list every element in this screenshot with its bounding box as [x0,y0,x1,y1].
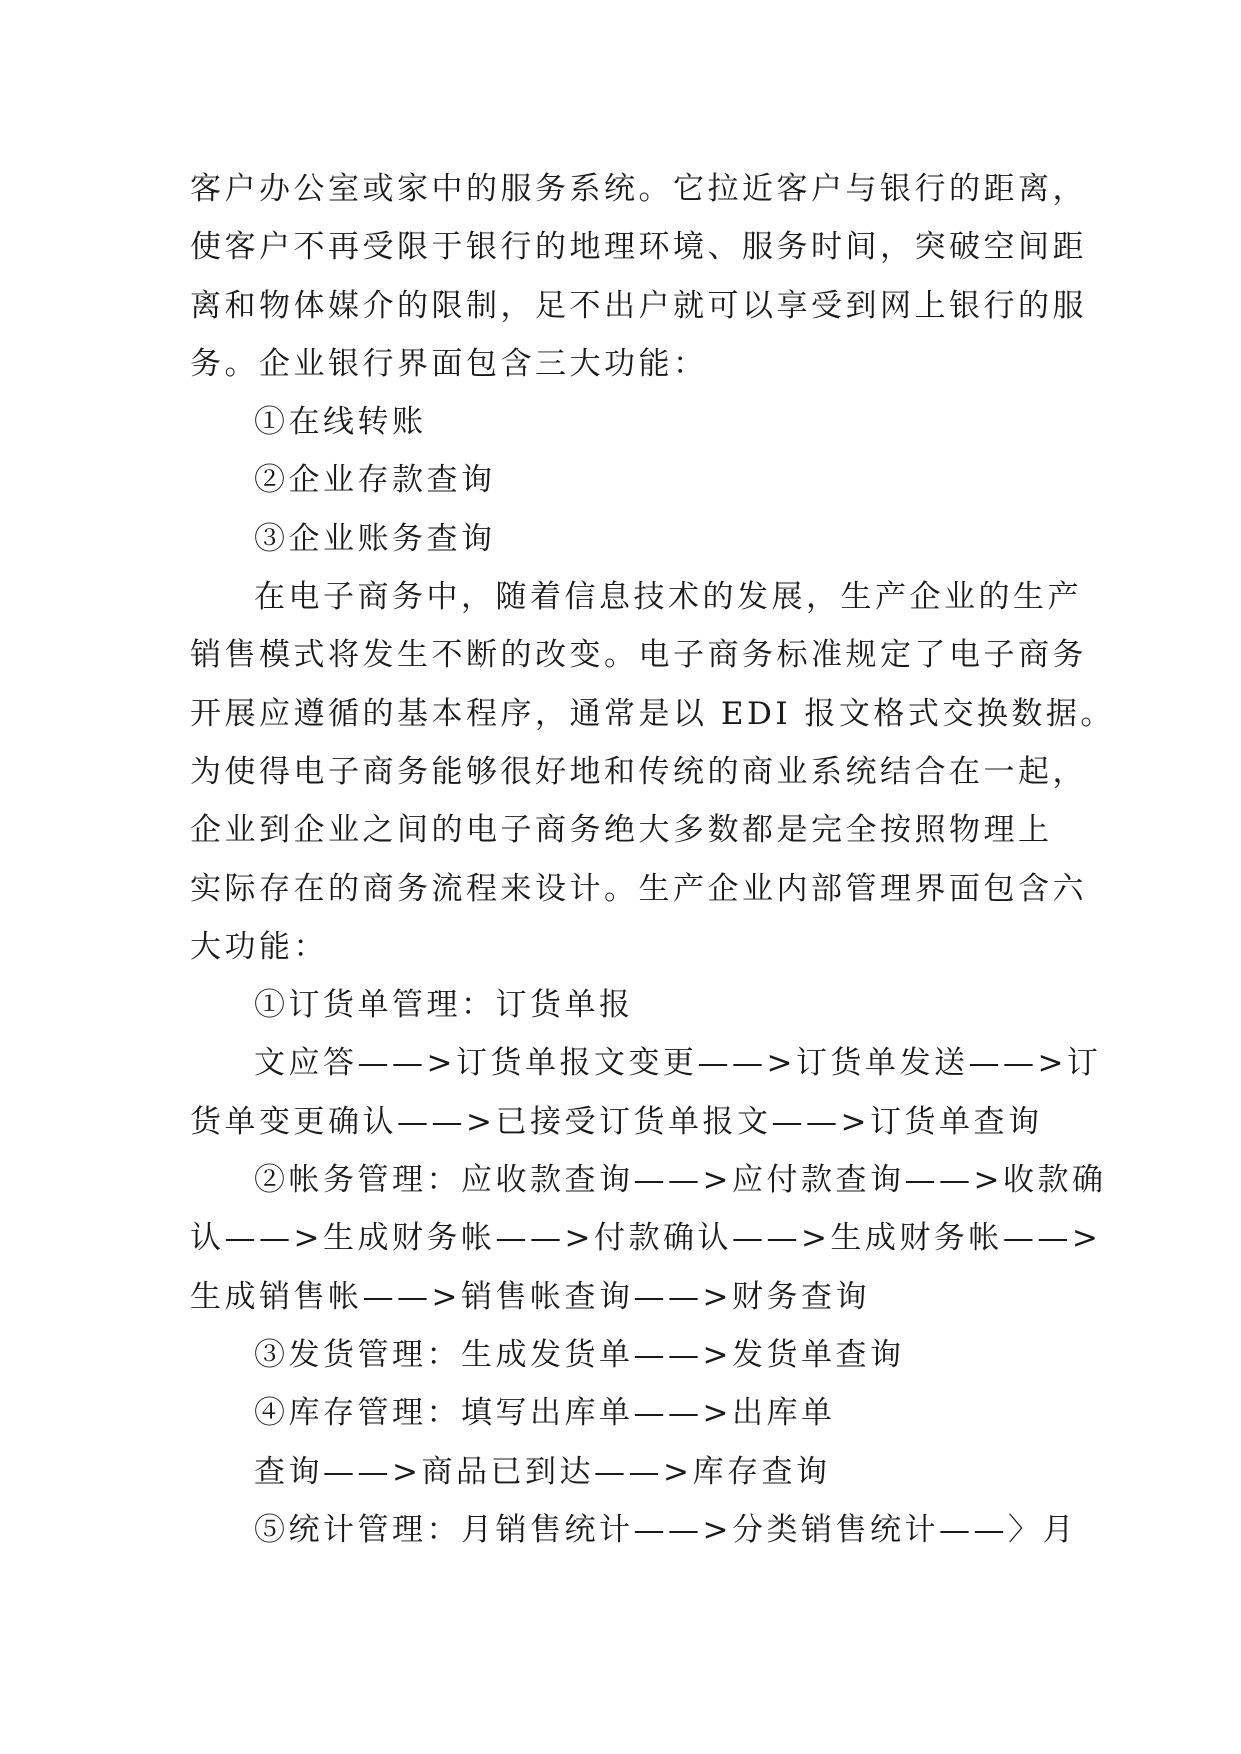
list-item: 查询——>商品已到达——>库存查询 [254,1453,831,1490]
paragraph-line: 使客户不再受限于银行的地理环境、服务时间，突破空间距 [190,229,1087,266]
list-item: ③企业账务查询 [254,520,496,557]
paragraph-line: 实际存在的商务流程来设计。生产企业内部管理界面包含六 [190,870,1087,907]
list-item: ②企业存款查询 [254,462,496,499]
list-item: ④库存管理：填写出库单——>出库单 [254,1395,836,1432]
list-item: 文应答——>订货单报文变更——>订货单发送——>订 [254,1045,1102,1082]
list-item: ⑤统计管理：月销售统计——>分类销售统计——〉月 [254,1511,1077,1548]
paragraph-line: 务。企业银行界面包含三大功能： [190,345,708,382]
paragraph-line: 大功能： [190,928,328,965]
paragraph-line: 企业到企业之间的电子商务绝大多数都是完全按照物理上 [190,812,1053,849]
document-body [190,160,1115,1559]
paragraph-line: ①订货单管理：订货单报 [254,987,634,1024]
paragraph-line: 为使得电子商务能够很好地和传统的商业系统结合在一起， [190,753,1087,790]
list-item: ②帐务管理：应收款查询——>应付款查询——>收款确 [254,1162,1107,1199]
list-item: 认——>生成财务帐——>付款确认——>生成财务帐——> [190,1220,1102,1257]
list-item: ③发货管理：生成发货单——>发货单查询 [254,1336,905,1373]
paragraph-line: 销售模式将发生不断的改变。电子商务标准规定了电子商务 [190,637,1087,674]
paragraph-line: 在电子商务中，随着信息技术的发展，生产企业的生产 [254,579,1082,616]
paragraph-line: 离和物体媒介的限制，足不出户就可以享受到网上银行的服 [190,287,1087,324]
paragraph-line: 客户办公室或家中的服务系统。它拉近客户与银行的距离， [190,171,1087,207]
list-item: 生成销售帐——>销售帐查询——>财务查询 [190,1278,870,1315]
list-item: ①在线转账 [254,404,427,441]
paragraph-line: 开展应遵循的基本程序，通常是以 EDI 报文格式交换数据。 [190,695,1115,732]
list-item: 货单变更确认——>已接受订货单报文——>订货单查询 [190,1103,1043,1140]
